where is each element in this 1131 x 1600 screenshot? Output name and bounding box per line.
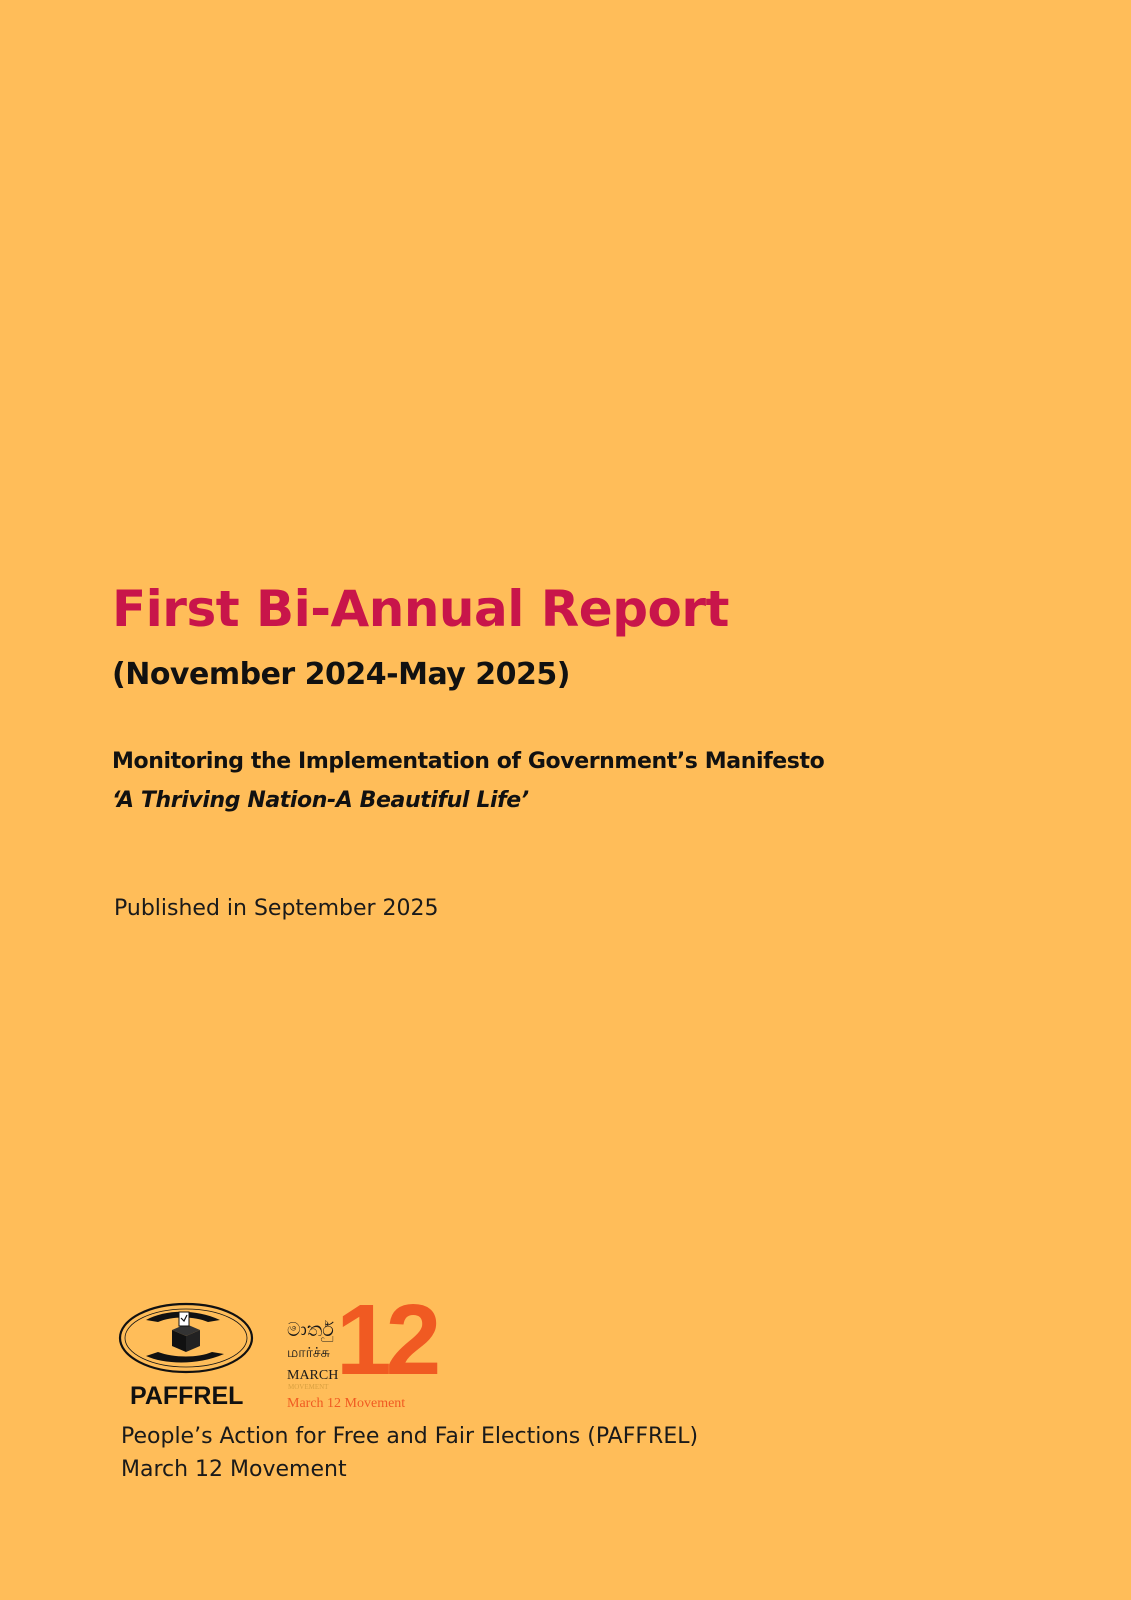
report-subtitle: Monitoring the Implementation of Government’s Manifesto (112, 749, 825, 774)
march-tamil-text: மார்ச்சு (287, 1345, 330, 1361)
publication-date: Published in September 2025 (114, 896, 439, 921)
lower-hand-shape (146, 1352, 224, 1363)
march-12-movement-caption: March 12 Movement (287, 1396, 406, 1411)
march-movement-small-text: MOVEMENT (288, 1383, 329, 1391)
report-date-range: (November 2024-May 2025) (112, 657, 570, 692)
report-title: First Bi-Annual Report (112, 580, 729, 638)
paffrel-wordmark: PAFFREL (130, 1382, 244, 1410)
organization-march-12: March 12 Movement (121, 1457, 347, 1482)
march-sinhala-text: මාර්තු (287, 1319, 334, 1341)
march-english-text: MARCH (287, 1368, 339, 1383)
organization-paffrel: People’s Action for Free and Fair Elections (PAFFREL) (121, 1424, 699, 1449)
march-12-number: 12 (336, 1284, 436, 1396)
manifesto-slogan: ‘A Thriving Nation-A Beautiful Life’ (112, 788, 529, 813)
